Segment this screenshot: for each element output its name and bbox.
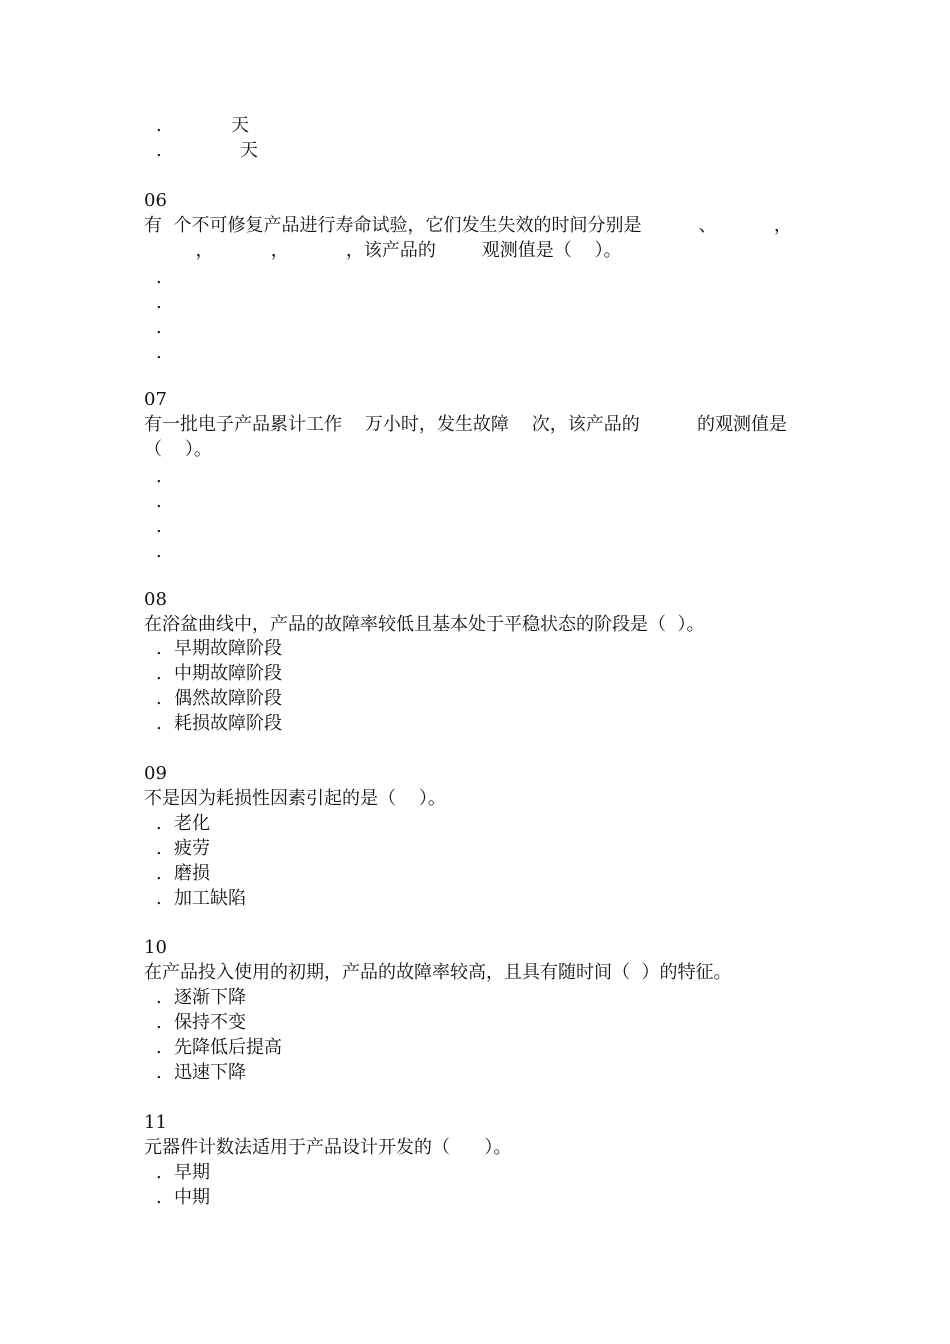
question-number: 11: [144, 1112, 167, 1133]
option-marker: .: [156, 863, 162, 884]
option-text: 早期: [174, 1162, 210, 1183]
option-marker: .: [156, 688, 162, 709]
option-text: 迅速下降: [174, 1062, 246, 1083]
option-marker: .: [156, 813, 162, 834]
question-stem-line: 在产品投入使用的初期，产品的故障率较高，且具有随时间（ ）的特征。: [144, 962, 732, 983]
option-text: 耗损故障阶段: [174, 713, 282, 734]
option-marker: .: [156, 638, 162, 659]
option-marker: .: [156, 1162, 162, 1183]
option-text: 老化: [174, 813, 210, 834]
question-stem-line: 在浴盆曲线中，产品的故障率较低且基本处于平稳状态的阶段是（ ）。: [144, 614, 705, 635]
option-marker: .: [156, 466, 162, 487]
question-stem-line: （ ）。: [144, 439, 212, 460]
option-marker: .: [156, 838, 162, 859]
option-text: 天: [240, 140, 258, 161]
option-marker: .: [156, 317, 162, 338]
option-marker: .: [156, 516, 162, 537]
question-stem-line: ， ， ，该产品的 观测值是（ ）。: [144, 240, 622, 261]
option-text: 保持不变: [174, 1012, 246, 1033]
option-marker: .: [156, 491, 162, 512]
option-marker: .: [156, 267, 162, 288]
question-stem-line: 有一批电子产品累计工作 万小时，发生故障 次，该产品的 的观测值是: [144, 414, 787, 435]
question-stem-line: 元器件计数法适用于产品设计开发的（ ）。: [144, 1137, 512, 1158]
question-stem-line: 不是因为耗损性因素引起的是（ ）。: [144, 788, 446, 809]
option-marker: .: [156, 292, 162, 313]
option-marker: .: [156, 888, 162, 909]
option-text: 疲劳: [174, 838, 210, 859]
option-text: 早期故障阶段: [174, 638, 282, 659]
option-marker: .: [156, 541, 162, 562]
option-text: 加工缺陷: [174, 888, 246, 909]
question-number: 07: [144, 389, 167, 410]
option-marker: .: [156, 1187, 162, 1208]
option-marker: .: [156, 140, 162, 161]
option-marker: .: [156, 342, 162, 363]
option-marker: .: [156, 713, 162, 734]
option-text: 先降低后提高: [174, 1037, 282, 1058]
option-marker: .: [156, 663, 162, 684]
question-number: 06: [144, 190, 167, 211]
option-marker: .: [156, 987, 162, 1008]
option-text: 偶然故障阶段: [174, 688, 282, 709]
option-text: 天: [231, 115, 249, 136]
question-number: 08: [144, 589, 167, 610]
option-text: 中期故障阶段: [174, 663, 282, 684]
option-marker: .: [156, 1012, 162, 1033]
option-marker: .: [156, 115, 162, 136]
option-marker: .: [156, 1062, 162, 1083]
option-text: 逐渐下降: [174, 987, 246, 1008]
option-marker: .: [156, 1037, 162, 1058]
question-number: 10: [144, 937, 167, 958]
question-number: 09: [144, 763, 167, 784]
question-stem-line: 有 个不可修复产品进行寿命试验，它们发生失效的时间分别是 、 ，: [144, 215, 792, 236]
option-text: 中期: [174, 1187, 210, 1208]
option-text: 磨损: [174, 863, 210, 884]
